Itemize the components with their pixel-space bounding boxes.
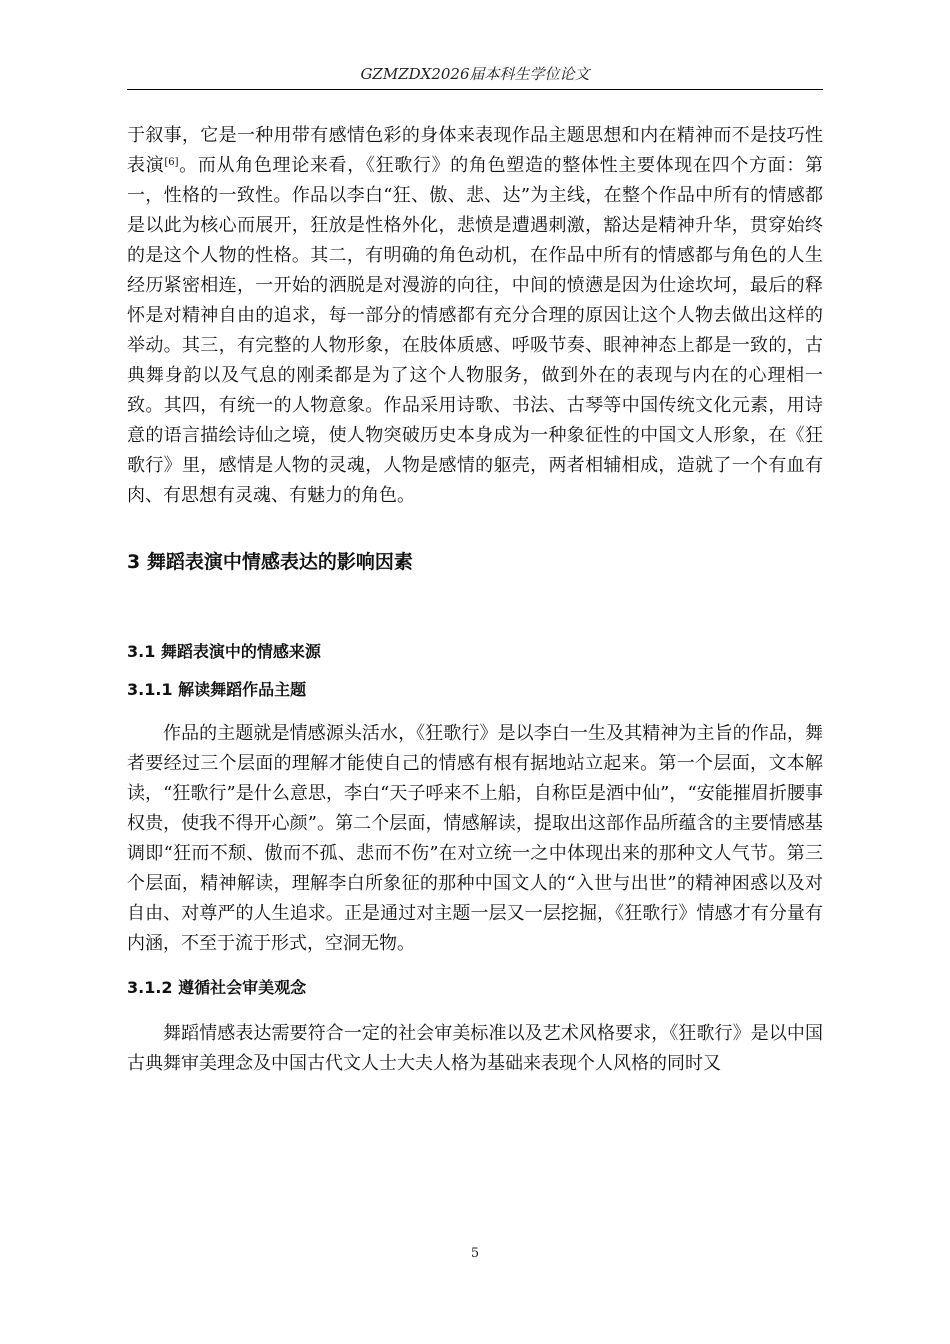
page-footer <box>0 1246 950 1261</box>
running-header <box>127 62 823 90</box>
citation-marker: [6] <box>164 157 179 168</box>
section-heading: 3 舞蹈表演中情感表达的影响因素 <box>127 551 413 573</box>
subsubsection-heading: 3.1.2 遵循社会审美观念 <box>127 978 307 997</box>
paragraph-text: 于叙事，它是一种用带有感情色彩的身体来表现作品主题思想和内在精神而不是技巧性表演 <box>127 125 823 176</box>
page-body <box>127 121 823 1079</box>
paragraph-social-aesthetics: 舞蹈情感表达需要符合一定的社会审美标准以及艺术风格要求，《狂歌行》是以中国古典舞审美理念及中国古代文人士大夫人格为基础来表现个人风格的同时又 <box>127 1023 823 1074</box>
paragraph-theme-interpretation: 作品的主题就是情感源头活水，《狂歌行》是以李白一生及其精神为主旨的作品，舞者要经过三个层面的理解才能使自己的情感有根有据地站立起来。第一个层面，文本解读，“狂歌行”是什么意思，李白“天子呼来不上船，自称臣是酒中仙”，“安能摧眉折腰事权贵，使我不得开心颜”。第二个层面，情感解读，提取出这部作品所蕴含的主要情感基调即“狂而不颓、傲而不孤、悲而不伤”在对立统一之中体现出来的那种文人气节。第三个层面，精神解读，理解李白所象征的那种中国文人的“入世与出世”的精神困惑以及对自由、对尊严的人生追求。正是通过对主题一层又一层挖掘，《狂歌行》情感才有分量有内涵，不至于流于形式，空洞无物。 <box>127 723 823 954</box>
paragraph-role-integrity <box>127 121 823 511</box>
subsubsection-heading: 3.1.1 解读舞蹈作品主题 <box>127 680 307 699</box>
header-title: GZMZDX2026届本科生学位论文 <box>360 65 590 83</box>
paragraph-text: 。而从角色理论来看，《狂歌行》的角色塑造的整体性主要体现在四个方面：第一，性格的一致性。作品以李白“狂、傲、悲、达”为主线，在整个作品中所有的情感都是以此为核心而展开，狂放是性格外化，悲愤是遭遇刺激，豁达是精神升华，贯穿始终的是这个人物的性格。其二，有明确的角色动机，在作品中所有的情感都与角色的人生经历紧密相连，一开始的洒脱是对漫游的向往，中间的愤懑是因为仕途坎坷，最后的释怀是对精神自由的追求，每一部分的情感都有充分合理的原因让这个人物去做出这样的举动。其三，有完整的人物形象，在肢体质感、呼吸节奏、眼神神态上都是一致的，古典舞身韵以及气息的刚柔都是为了这个人物服务，做到外在的表现与内在的心理相一致。其四，有统一的人物意象。作品采用诗歌、书法、古琴等中国传统文化元素，用诗意的语言描绘诗仙之境，使人物突破历史本身成为一种象征性的中国文人形象，在《狂歌行》里，感情是人物的灵魂，人物是感情的躯壳，两者相辅相成，造就了一个有血有肉、有思想有灵魂、有魅力的角色。 <box>127 155 823 506</box>
page-number: 5 <box>470 1246 480 1261</box>
subsection-heading: 3.1 舞蹈表演中的情感来源 <box>127 642 321 661</box>
